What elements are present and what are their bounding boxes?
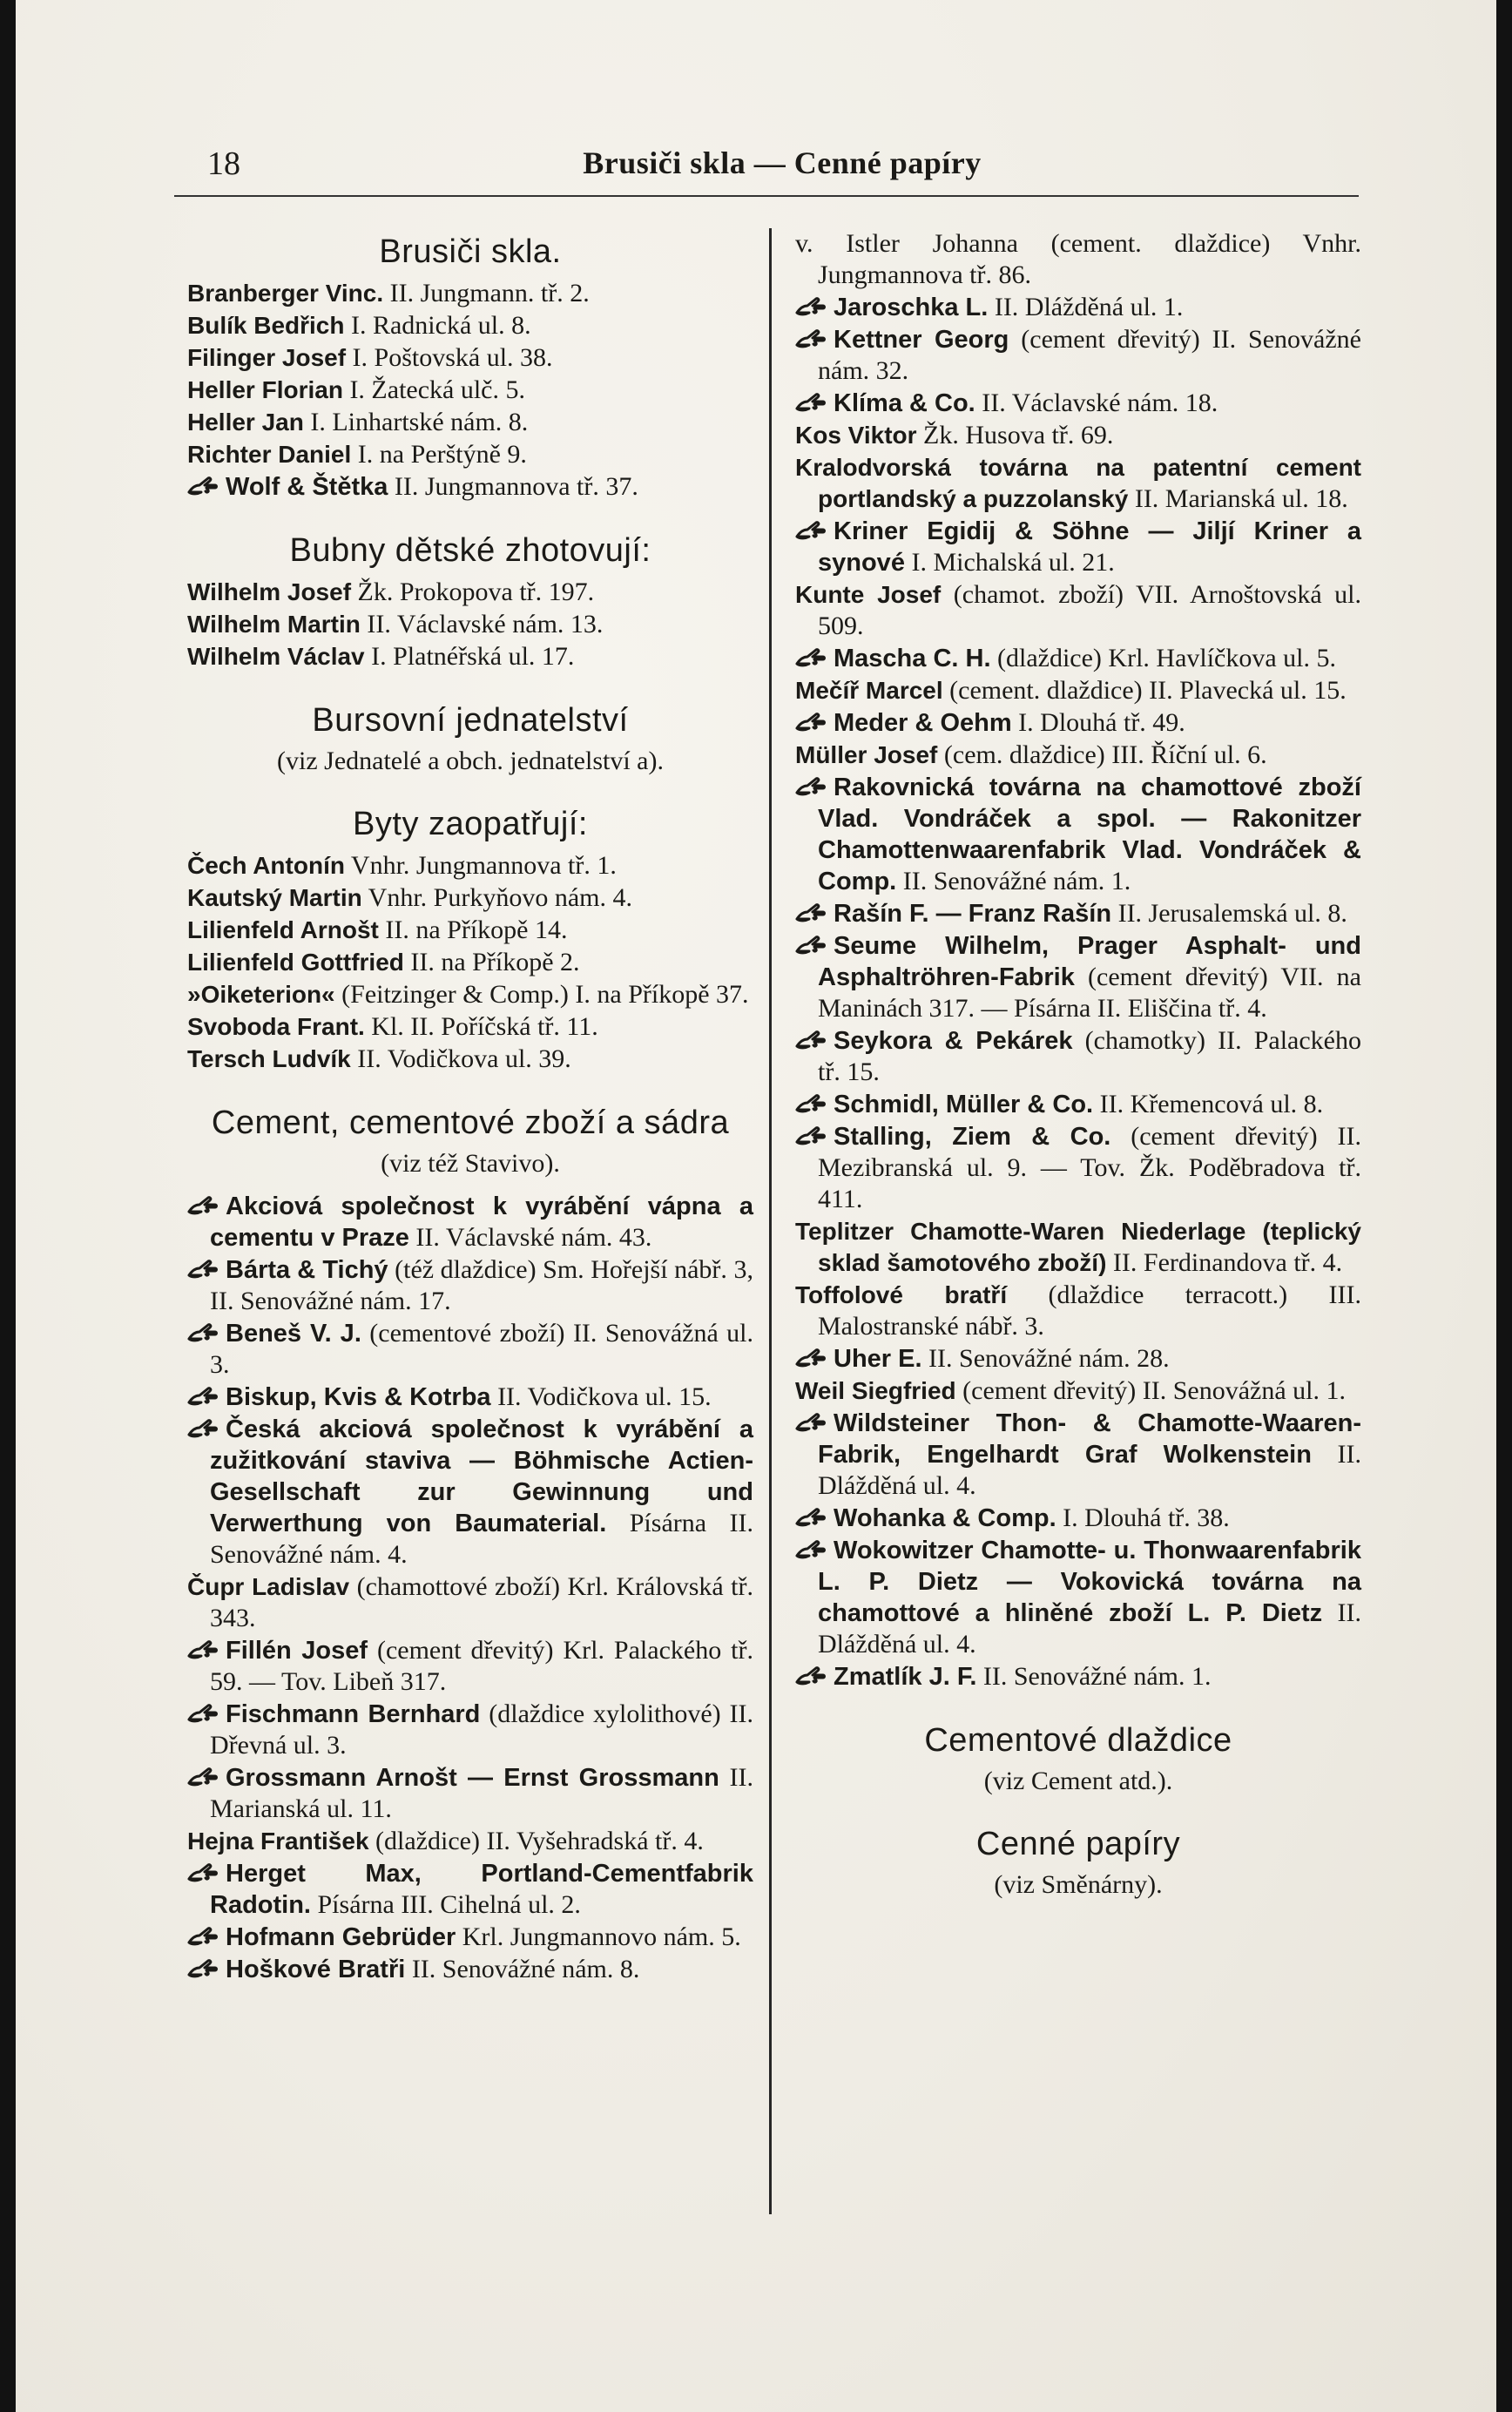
entry-name: Wildsteiner Thon- & Chamotte-Waaren-Fabrik, Engelhardt Graf Wolkenstein: [818, 1409, 1361, 1469]
directory-entry: [187, 278, 753, 309]
entry-name: Weil Siegfried: [795, 1377, 956, 1404]
pointing-hand-icon: [795, 1505, 827, 1528]
entry-address: (chamot. zboží) VII. Arnoštovská ul. 509.: [818, 580, 1362, 640]
pointing-hand-icon: [795, 294, 827, 317]
entry-name: Schmidl, Müller & Co.: [834, 1091, 1094, 1118]
right-column: [795, 228, 1361, 1912]
entry-address: II. Jungmann. tř. 2.: [383, 279, 590, 307]
directory-entry: [187, 1699, 753, 1761]
entry-address: II. Vodičkova ul. 39.: [350, 1044, 571, 1073]
directory-entry: [795, 1121, 1361, 1215]
entry-name: Klíma & Co.: [834, 389, 975, 417]
directory-entry: [187, 947, 753, 978]
pointing-hand-icon: [187, 1701, 219, 1724]
directory-entry: [795, 1375, 1361, 1407]
entry-name: Heller Florian: [187, 376, 343, 403]
pointing-hand-icon: [795, 1410, 827, 1433]
entry-address: (chamottové zboží) Krl. Královská tř. 343.: [210, 1572, 753, 1632]
pointing-hand-icon: [187, 1321, 219, 1343]
entry-address: v. Istler Johanna (cement. dlaždice) Vnhr. Jungmannova tř. 86.: [795, 229, 1361, 289]
entry-name: Wilhelm Martin: [187, 611, 361, 638]
entry-name: Rakovnická továrna na chamottové zboží Vlad. Vondráček a spol. — Rakonitzer Chamottenwaarenfabrik Vlad. Vondráček & Comp.: [818, 774, 1361, 895]
directory-entry: [795, 388, 1361, 419]
entry-name: Lilienfeld Arnošt: [187, 916, 379, 943]
pointing-hand-icon: [187, 1924, 219, 1947]
entry-name: Herget Max, Portland-Cementfabrik Radotin.: [210, 1860, 753, 1919]
entry-name: Fillén Josef: [226, 1637, 368, 1665]
entry-name: Rašín F. — Franz Rašín: [834, 900, 1112, 928]
directory-entry: [795, 516, 1361, 578]
entry-address: II. na Příkopě 2.: [403, 948, 580, 976]
entry-name: Teplitzer Chamotte-Waren Niederlage (teplický sklad šamotového zboží): [795, 1218, 1361, 1276]
entry-address: I. Radnická ul. 8.: [344, 311, 531, 340]
running-title: Brusiči skla — Cenné papíry: [583, 145, 982, 180]
directory-entry: [795, 707, 1361, 739]
pointing-hand-icon: [795, 518, 827, 541]
directory-entry: [187, 1954, 753, 1985]
directory-entry: [187, 1414, 753, 1571]
entry-name: Kralodvorská továrna na patentní cement portlandský a puzzolanský: [795, 454, 1361, 512]
entry-address: I. Poštovská ul. 38.: [346, 343, 553, 372]
section-heading: Byty zaopatřují:: [353, 806, 588, 842]
entry-name: Beneš V. J.: [226, 1320, 361, 1348]
entry-name: Seume Wilhelm, Prager Asphalt- und Asphaltröhren-Fabrik: [818, 932, 1361, 991]
section-reference: (viz Směnárny).: [994, 1870, 1163, 1899]
directory-entry: [795, 1661, 1361, 1692]
pointing-hand-icon: [187, 1257, 219, 1280]
directory-entry: [795, 1408, 1361, 1502]
directory-entry: [187, 641, 753, 672]
entry-name: Svoboda Frant.: [187, 1013, 365, 1040]
pointing-hand-icon: [795, 1124, 827, 1146]
entry-name: Müller Josef: [795, 741, 938, 768]
directory-entry: [795, 898, 1361, 929]
directory-entry: [187, 1318, 753, 1381]
entry-address: I. Platnéřská ul. 17.: [364, 642, 575, 671]
entry-address: I. Žatecká ulč. 5.: [342, 375, 525, 404]
pointing-hand-icon: [795, 1537, 827, 1560]
pointing-hand-icon: [187, 1861, 219, 1883]
entry-name: Akciová společnost k vyrábění vápna a cementu v Praze: [210, 1192, 753, 1252]
section-heading: Bubny dětské zhotovují:: [289, 532, 651, 569]
directory-entry: [187, 882, 753, 914]
entry-address: (chamotky) II. Palackého tř. 15.: [818, 1026, 1362, 1086]
entry-name: Seykora & Pekárek: [834, 1027, 1073, 1055]
entry-address: (Feitzinger & Comp.) I. na Příkopě 37.: [334, 980, 749, 1009]
entry-name: Kriner Egidij & Söhne — Jiljí Kriner a synové: [818, 517, 1361, 577]
directory-entry: [187, 439, 753, 470]
pointing-hand-icon: [795, 901, 827, 923]
directory-entry: [795, 1089, 1361, 1120]
entry-address: (dlaždice xylolithové) II. Dřevná ul. 3.: [210, 1699, 753, 1760]
entry-name: Bárta & Tichý: [226, 1256, 388, 1284]
entry-address: (též dlaždice) Sm. Hořejší nábř. 3, II. Senovážné nám. 17.: [210, 1255, 753, 1315]
page-number: 18: [207, 145, 240, 182]
entry-name: Bulík Bedřich: [187, 312, 345, 339]
entry-address: II. Václavské nám. 43.: [408, 1223, 652, 1252]
entry-name: Grossmann Arnošt — Ernst Grossmann: [226, 1764, 719, 1792]
directory-entry: [795, 675, 1361, 706]
entry-address: II. Dlážděná ul. 1.: [988, 293, 1184, 321]
directory-entry: [187, 310, 753, 341]
entry-name: Čupr Ladislav: [187, 1573, 350, 1600]
entry-address: Vnhr. Jungmannova tř. 1.: [344, 851, 617, 880]
pointing-hand-icon: [795, 933, 827, 956]
entry-name: Biskup, Kvis & Kotrba: [226, 1383, 491, 1411]
entry-address: (cement dřevitý) II. Senovážná ul. 1.: [955, 1376, 1346, 1405]
entry-address: II. Ferdinandova tř. 4.: [1106, 1248, 1343, 1277]
pointing-hand-icon: [187, 1384, 219, 1407]
scan-edge-right: [1496, 0, 1512, 2412]
pointing-hand-icon: [795, 774, 827, 797]
entry-name: »Oiketerion«: [187, 981, 335, 1008]
entry-address: (cement dřevitý) II. Mezibranská ul. 9. — Tov. Žk. Poděbradova tř. 411.: [818, 1122, 1361, 1213]
entry-name: Kunte Josef: [795, 581, 942, 608]
directory-entry: [187, 375, 753, 406]
directory-entry: [795, 930, 1361, 1024]
entry-address: (cement. dlaždice) II. Plavecká ul. 15.: [942, 676, 1347, 705]
section-reference: (viz Cement atd.).: [983, 1767, 1173, 1795]
directory-entry: [795, 1280, 1361, 1342]
pointing-hand-icon: [795, 327, 827, 349]
entry-name: Heller Jan: [187, 409, 304, 436]
directory-entry: [795, 1535, 1361, 1660]
entry-address: II. Křemencová ul. 8.: [1093, 1090, 1324, 1118]
directory-entry: [795, 452, 1361, 515]
entry-name: Wokowitzer Chamotte- u. Thonwaarenfabrik L. P. Dietz — Vokovická továrna na chamottové a hliněné zboží L. P. Dietz: [818, 1537, 1361, 1627]
entry-address: II. Jungmannova tř. 37.: [388, 472, 638, 501]
pointing-hand-icon: [795, 1346, 827, 1368]
directory-entry: [187, 1571, 753, 1634]
entry-address: II. Jerusalemská ul. 8.: [1111, 899, 1347, 928]
entry-name: Kos Viktor: [795, 422, 917, 449]
entry-address: Žk. Prokopova tř. 197.: [351, 578, 595, 606]
entry-address: (cem. dlaždice) III. Říční ul. 6.: [937, 740, 1267, 769]
entry-name: Kettner Georg: [834, 326, 1009, 354]
entry-address: II. Marianská ul. 18.: [1128, 484, 1348, 513]
pointing-hand-icon: [187, 1638, 219, 1660]
pointing-hand-icon: [187, 1956, 219, 1979]
entry-name: Tersch Ludvík: [187, 1045, 351, 1072]
directory-entry: [795, 1025, 1361, 1088]
pointing-hand-icon: [795, 710, 827, 733]
entry-name: Filinger Josef: [187, 344, 347, 371]
directory-entry: [187, 609, 753, 640]
entry-address: II. Dlážděná ul. 4.: [818, 1598, 1362, 1659]
directory-entry: [187, 1254, 753, 1317]
pointing-hand-icon: [795, 645, 827, 668]
directory-entry: [795, 643, 1361, 674]
page-header: [190, 138, 1374, 190]
entry-address: II. Senovážné nám. 28.: [921, 1344, 1170, 1373]
entry-name: Hoškové Bratři: [226, 1956, 406, 1983]
directory-entry: [795, 1503, 1361, 1534]
directory-entry: [187, 1191, 753, 1253]
pointing-hand-icon: [187, 474, 219, 497]
entry-name: Hofmann Gebrüder: [226, 1923, 456, 1951]
directory-entry: [187, 1044, 753, 1075]
directory-entry: [187, 1922, 753, 1953]
entry-name: Česká akciová společnost k vyrábění a zužitkování staviva — Böhmische Actien-Gesellschaft zur Gewinnung und Verwerthung von Baumaterial.: [210, 1415, 753, 1537]
entry-address: I. Dlouhá tř. 38.: [1056, 1503, 1230, 1532]
pointing-hand-icon: [795, 1028, 827, 1051]
entry-name: Zmatlík J. F.: [834, 1663, 977, 1691]
entry-name: Wilhelm Josef: [187, 578, 352, 605]
left-column: [187, 228, 753, 1986]
entry-address: I. Michalská ul. 21.: [904, 548, 1115, 577]
pointing-hand-icon: [795, 390, 827, 413]
directory-entry: [187, 342, 753, 374]
directory-entry: [795, 324, 1361, 387]
entry-name: Mečíř Marcel: [795, 677, 943, 704]
entry-address: Písárna II. Senovážné nám. 4.: [210, 1509, 753, 1569]
entry-address: Kl. II. Poříčská tř. 11.: [364, 1012, 598, 1041]
directory-entry: [795, 579, 1361, 642]
entry-address: (dlaždice) II. Vyšehradská tř. 4.: [368, 1827, 704, 1855]
entry-address: II. Václavské nám. 18.: [975, 388, 1218, 417]
entry-address: II. Vodičkova ul. 15.: [490, 1382, 712, 1411]
section-heading: Brusiči skla.: [379, 233, 562, 270]
entry-address: I. Linhartské nám. 8.: [303, 408, 529, 436]
pointing-hand-icon: [187, 1416, 219, 1439]
entry-address: (cementové zboží) II. Senovážná ul. 3.: [210, 1319, 753, 1379]
section-heading: Cenné papíry: [975, 1826, 1181, 1862]
directory-entry: [187, 1382, 753, 1413]
directory-entry: [187, 1635, 753, 1698]
pointing-hand-icon: [187, 1193, 219, 1216]
entry-name: Richter Daniel: [187, 441, 352, 468]
directory-entry: [795, 420, 1361, 451]
entry-address: II. Senovážné nám. 1.: [976, 1662, 1212, 1691]
entry-address: (cement dřevitý) II. Senovážné nám. 32.: [818, 325, 1361, 385]
entry-address: Žk. Husova tř. 69.: [916, 421, 1114, 449]
pointing-hand-icon: [187, 1765, 219, 1787]
pointing-hand-icon: [795, 1091, 827, 1114]
entry-address: (cement dřevitý) Krl. Palackého tř. 59. — Tov. Libeň 317.: [210, 1636, 754, 1696]
entry-address: II. Dlážděná ul. 4.: [818, 1440, 1361, 1500]
entry-address: (cement dřevitý) VII. na Maninách 317. — Písárna II. Eliščina tř. 4.: [818, 963, 1361, 1023]
directory-entry: [795, 228, 1361, 291]
entry-name: Meder & Oehm: [834, 709, 1012, 737]
section-reference: (viz též Stavivo).: [381, 1149, 560, 1178]
entry-name: Hejna František: [187, 1828, 369, 1855]
entry-address: I. na Perštýně 9.: [351, 440, 527, 469]
directory-entry: [795, 772, 1361, 897]
directory-entry: [187, 407, 753, 438]
section-heading: Bursovní jednatelství: [312, 702, 629, 739]
entry-address: (dlaždice) Krl. Havlíčkova ul. 5.: [990, 644, 1337, 672]
directory-entry: [187, 1762, 753, 1825]
entry-address: Písárna III. Cihelná ul. 2.: [311, 1890, 581, 1919]
entry-name: Wolf & Štětka: [226, 473, 388, 501]
directory-entry: [187, 577, 753, 608]
directory-entry: [795, 1343, 1361, 1375]
entry-name: Uher E.: [834, 1345, 922, 1373]
directory-entry: [187, 1011, 753, 1043]
entry-name: Čech Antonín: [187, 852, 345, 879]
entry-address: Krl. Jungmannovo nám. 5.: [456, 1922, 741, 1951]
directory-entry: [187, 915, 753, 946]
directory-entry: [187, 850, 753, 882]
entry-name: Wilhelm Václav: [187, 643, 365, 670]
entry-name: Branberger Vinc.: [187, 280, 384, 307]
entry-name: Kautský Martin: [187, 884, 362, 911]
entry-name: Wohanka & Comp.: [834, 1504, 1056, 1532]
header-rule: [174, 195, 1359, 197]
entry-name: Jaroschka L.: [834, 294, 989, 321]
directory-entry: [187, 1826, 753, 1857]
section-heading: Cementové dlaždice: [924, 1722, 1232, 1759]
entry-name: Mascha C. H.: [834, 645, 991, 672]
section-heading: Cement, cementové zboží a sádra: [211, 1105, 730, 1141]
entry-address: II. Senovážné nám. 8.: [405, 1955, 640, 1983]
entry-name: Toffolové bratří: [795, 1281, 1008, 1308]
entry-address: Vnhr. Purkyňovo nám. 4.: [361, 883, 633, 912]
column-divider: [769, 228, 772, 2214]
entry-address: II. Václavské nám. 13.: [360, 610, 604, 638]
directory-entry: [795, 740, 1361, 771]
entry-name: Fischmann Bernhard: [226, 1700, 481, 1728]
directory-entry: [795, 292, 1361, 323]
directory-entry: [187, 1858, 753, 1921]
entry-name: Lilienfeld Gottfried: [187, 949, 404, 976]
directory-entry: [795, 1216, 1361, 1279]
entry-name: Stalling, Ziem & Co.: [834, 1123, 1111, 1151]
entry-address: (dlaždice terracott.) III. Malostranské nábř. 3.: [818, 1280, 1361, 1341]
scan-edge-left: [0, 0, 16, 2412]
directory-entry: [187, 471, 753, 503]
directory-entry: [187, 979, 753, 1010]
entry-address: I. Dlouhá tř. 49.: [1011, 708, 1185, 737]
entry-address: II. Senovážné nám. 1.: [896, 867, 1131, 895]
pointing-hand-icon: [795, 1664, 827, 1686]
entry-address: II. na Příkopě 14.: [378, 915, 568, 944]
entry-address: II. Marianská ul. 11.: [210, 1763, 753, 1823]
section-reference: (viz Jednatelé a obch. jednatelství a).: [277, 747, 664, 775]
